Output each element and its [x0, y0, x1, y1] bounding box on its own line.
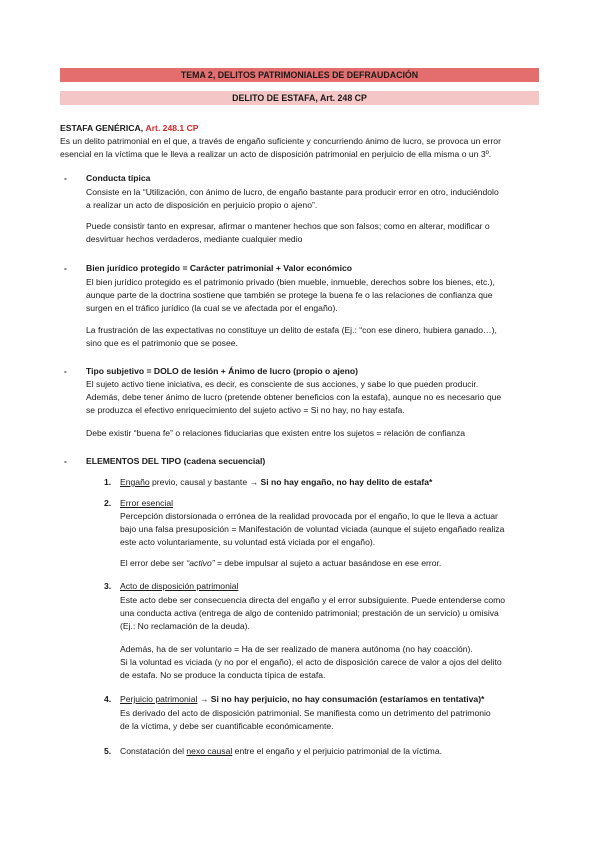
item-engano: Engaño previo, causal y bastante → Si no hay engaño, no hay delito de estafa* — [120, 477, 433, 487]
item-number: 5. — [104, 746, 112, 756]
item-perjuicio-paragraph: Es derivado del acto de disposición patrimonial. Se manifiesta como un detrimento del patrimonio de la víctima, y debe ser cuantificable económicamente. — [120, 708, 491, 731]
delito-banner: DELITO DE ESTAFA, Art. 248 CP — [60, 91, 539, 105]
item-number: 2. — [104, 498, 112, 508]
item-number: 3. — [104, 581, 112, 591]
conducta-paragraph: Puede consistir tanto en expresar, afirmar o mantener hechos que son falsos; como en alterar, modificar o desvirtuar hechos verdaderos, mediante cualquier medio — [86, 221, 490, 244]
conducta-paragraph: Consiste en la “Utilización, con ánimo de lucro, de engaño bastante para producir error en otro, induciéndolo a realizar un acto de disposición en perjuicio propio o ajeno”. — [86, 187, 499, 210]
generica-definition-line: esencial en la víctima que le lleva a realizar un acto de disposición patrimonial en perjuicio de ella misma o un 3º. — [60, 149, 492, 159]
generica-definition — [60, 135, 545, 161]
tipo-title: Tipo subjetivo = DOLO de lesión + Ánimo de lucro (propio o ajeno) — [86, 366, 358, 376]
item-error-note: El error debe ser “activo” = debe impulsar al sujeto a actuar basándose en ese error. — [120, 558, 442, 568]
item-number: 1. — [104, 477, 112, 487]
item-acto-title: Acto de disposición patrimonial — [120, 581, 239, 591]
item-acto-paragraph: Además, ha de ser voluntario = Ha de ser realizado de manera autónoma (no hay coacción). Si la voluntad es viciada (y no por el engaño), el acto de disposición carece de valor a ojos del delito de estafa. No se produce la conducta típica de estafa. — [120, 644, 502, 680]
tema-banner: TEMA 2, DELITOS PATRIMONIALES DE DEFRAUDACIÓN — [60, 68, 539, 82]
tipo-paragraph: El sujeto activo tiene iniciativa, es decir, es consciente de sus acciones, y sabe lo que pueden producir. Además, debe tener ánimo de lucro (pretende obtener beneficios con la estafa), aunque no es necesario que se produzca el efectivo enriquecimiento del sujeto activo = Si no hay, no hay estafa. — [86, 379, 502, 415]
item-error-title: Error esencial — [120, 498, 174, 508]
generica-title: ESTAFA GENÉRICA, — [60, 123, 144, 133]
bien-paragraph: La frustración de las expectativas no constituye un delito de estafa (Ej.: “con ese dinero, hubiera ganado…), sino que es el patrimonio que se posee. — [86, 325, 497, 348]
bullet-dash: - — [64, 366, 67, 376]
bien-paragraph: El bien jurídico protegido es el patrimonio privado (bien mueble, inmueble, derechos sobre los bienes, etc.), aunque parte de la doctrina sostiene que también se protege la buena fe o las relaciones de confianza que surgen en el tráfico jurídico (la cual se ve afectada por el engaño). — [86, 277, 495, 313]
generica-heading — [60, 122, 540, 135]
tipo-paragraph: Debe existir “buena fe” o relaciones fiduciarias que existen entre los sujetos = relación de confianza — [86, 428, 466, 438]
generica-definition-line: Es un delito patrimonial en el que, a través de engaño suficiente y concurriendo ánimo de lucro, se provoca un error — [60, 136, 501, 146]
elementos-title: ELEMENTOS DEL TIPO (cadena secuencial) — [86, 456, 266, 466]
bien-title: Bien jurídico protegido = Carácter patrimonial + Valor económico — [86, 263, 352, 273]
generica-ref: Art. 248.1 CP — [145, 123, 199, 133]
bullet-dash: - — [64, 456, 67, 466]
bullet-dash: - — [64, 173, 67, 183]
item-perjuicio-title: Perjuicio patrimonial → Si no hay perjuicio, no hay consumación (estaríamos en tentativa)* — [120, 694, 485, 704]
bullet-dash: - — [64, 263, 67, 273]
conducta-title: Conducta típica — [86, 173, 151, 183]
item-nexo: Constatación del nexo causal entre el engaño y el perjuicio patrimonial de la víctima. — [120, 746, 442, 756]
item-error-paragraph: Percepción distorsionada o errónea de la realidad provocada por el engaño, lo que le lleva a actuar bajo una falsa presuposición = Manifestación de voluntad viciada (aunque el sujeto engañado realiza este acto voluntariamente, su voluntad está viciada por el engaño). — [120, 511, 505, 547]
item-number: 4. — [104, 694, 112, 704]
item-acto-paragraph: Este acto debe ser consecuencia directa del engaño y el error subsiguiente. Puede entenderse como una conducta activa (entrega de algo de contenido patrimonial; prestación de un servicio) u omisiva (Ej.: No reclamación de la deuda). — [120, 595, 506, 631]
